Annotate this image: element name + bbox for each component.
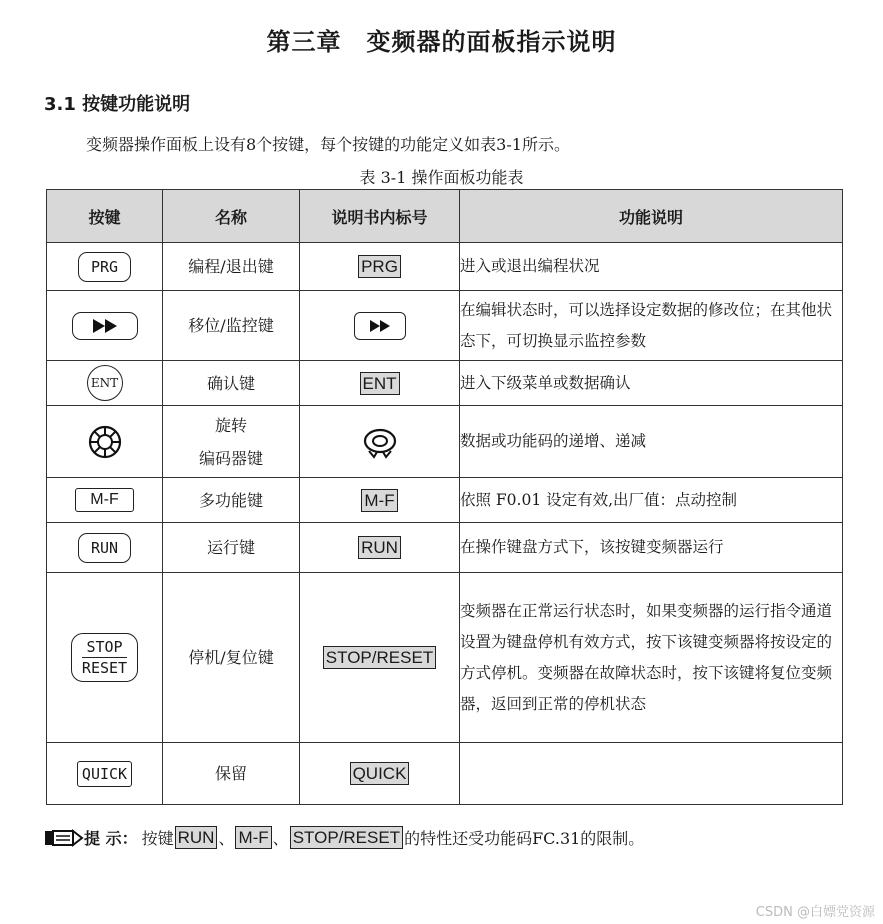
key-description: 在操作键盘方式下，该按键变频器运行 [460, 523, 843, 573]
rotary-encoder-icon [87, 424, 123, 460]
table-row [47, 743, 843, 805]
chapter-title: 第三章 变频器的面板指示说明 [266, 28, 617, 56]
tip-key-stop-reset: STOP/RESET [290, 826, 403, 849]
key-name: 运行键 [163, 523, 300, 573]
key-name: 停机/复位键 [163, 573, 300, 743]
header-function: 功能说明 [460, 190, 843, 243]
tip-note [44, 826, 644, 849]
note-pointer-icon [44, 828, 84, 848]
stop-key-label: STOP [82, 638, 127, 658]
manual-label: RUN [358, 536, 401, 559]
tip-text-end: 的特性还受功能码FC.31的限制。 [404, 829, 645, 848]
manual-label: M-F [361, 489, 397, 512]
ent-key: ENT [87, 365, 123, 401]
tip-lead: 提 示： [84, 829, 138, 848]
header-label: 说明书内标号 [300, 190, 460, 243]
key-name: 多功能键 [163, 478, 300, 523]
table-row [47, 573, 843, 743]
tip-text: 按键 [141, 829, 174, 848]
tip-separator: 、 [272, 829, 289, 848]
run-key: RUN [78, 533, 131, 563]
quick-key: QUICK [77, 761, 132, 787]
table-row [47, 523, 843, 573]
mf-key: M-F [75, 488, 133, 512]
table-row [47, 406, 843, 478]
watermark: CSDN @白嫖党资源 [755, 905, 875, 920]
section-title: 3.1 按键功能说明 [44, 94, 191, 115]
key-name: 确认键 [163, 361, 300, 406]
intro-paragraph: 变频器操作面板上设有8个按键，每个按键的功能定义如表3-1所示。 [86, 135, 570, 154]
key-description: 进入或退出编程状况 [460, 243, 843, 291]
key-description [460, 743, 843, 805]
key-name: 编程/退出键 [163, 243, 300, 291]
shift-key [72, 312, 138, 340]
key-description: 变频器在正常运行状态时，如果变频器的运行指令通道设置为键盘停机有效方式，按下该键变频器将按设定的方式停机。变频器在故障状态时，按下该键将复位变频器，返回到正常的停机状态 [460, 573, 843, 743]
key-description: 在编辑状态时，可以选择设定数据的修改位；在其他状态下，可切换显示监控参数 [460, 291, 843, 361]
table-row [47, 478, 843, 523]
key-description: 依照 F0.01 设定有效,出厂值：点动控制 [460, 478, 843, 523]
fast-forward-icon [89, 317, 121, 335]
key-name: 保留 [163, 743, 300, 805]
function-table [46, 189, 843, 805]
key-description: 数据或功能码的递增、递减 [460, 406, 843, 478]
manual-label: QUICK [350, 762, 410, 785]
table-header-row [47, 190, 843, 243]
fast-forward-icon [367, 318, 393, 334]
key-name-line1: 旋转 [214, 415, 247, 435]
tip-key-run: RUN [175, 826, 218, 849]
manual-label: STOP/RESET [323, 646, 436, 669]
tip-separator: 、 [218, 829, 235, 848]
rotary-knob-icon [360, 424, 400, 460]
tip-key-mf: M-F [235, 826, 271, 849]
stop-reset-key [71, 633, 138, 682]
manual-label: ENT [360, 372, 400, 395]
prg-key: PRG [78, 252, 131, 282]
table-row [47, 243, 843, 291]
key-name: 移位/监控键 [163, 291, 300, 361]
key-description: 进入下级菜单或数据确认 [460, 361, 843, 406]
table-caption: 表 3-1 操作面板功能表 [359, 168, 524, 187]
key-name-two-line [163, 406, 300, 478]
manual-label: PRG [358, 255, 401, 278]
table-row [47, 291, 843, 361]
table-row [47, 361, 843, 406]
reset-key-label: RESET [81, 659, 128, 677]
header-name: 名称 [163, 190, 300, 243]
key-name-line2: 编码器键 [198, 448, 263, 468]
header-key: 按键 [47, 190, 163, 243]
manual-label-shift [354, 312, 406, 340]
